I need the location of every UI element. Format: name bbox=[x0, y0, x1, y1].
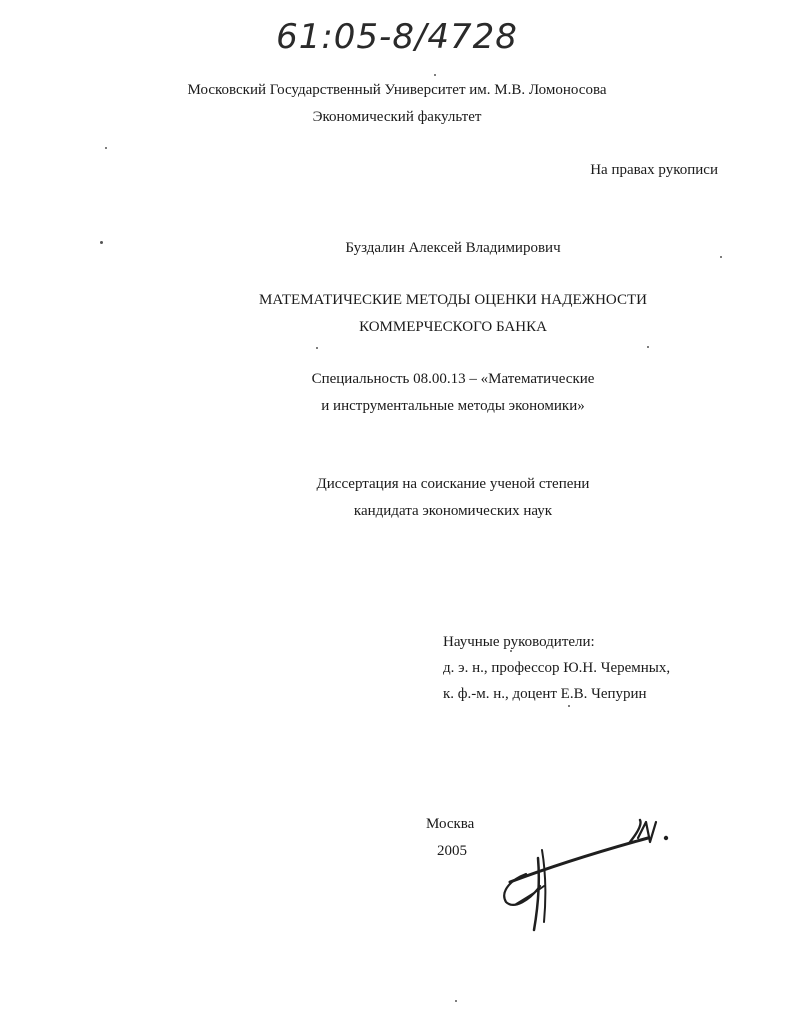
specialty-line-2: и инструментальные методы экономики» bbox=[321, 398, 585, 414]
manuscript-note: На правах рукописи bbox=[590, 162, 718, 178]
faculty-name: Экономический факультет bbox=[312, 109, 482, 125]
thesis-title-line-1: МАТЕМАТИЧЕСКИЕ МЕТОДЫ ОЦЕНКИ НАДЕЖНОСТИ bbox=[259, 292, 647, 308]
degree-line-1: Диссертация на соискание ученой степени bbox=[316, 476, 590, 492]
author-name: Буздалин Алексей Владимирович bbox=[345, 240, 561, 256]
specialty-line-1: Специальность 08.00.13 – «Математические bbox=[311, 371, 595, 387]
thesis-title-line-2: КОММЕРЧЕСКОГО БАНКА bbox=[359, 319, 547, 335]
scan-speck bbox=[510, 650, 512, 652]
supervisor-item: д. э. н., профессор Ю.Н. Черемных, bbox=[443, 660, 671, 676]
scan-speck bbox=[316, 347, 318, 349]
scan-speck bbox=[434, 74, 436, 76]
catalog-number-handwritten bbox=[0, 8, 794, 69]
scan-speck bbox=[720, 256, 722, 258]
scan-speck bbox=[105, 147, 107, 149]
scan-speck bbox=[100, 241, 103, 244]
handwritten-signature bbox=[480, 812, 680, 942]
year: 2005 bbox=[437, 843, 467, 859]
city: Москва bbox=[426, 816, 475, 832]
scan-speck bbox=[568, 705, 570, 707]
catalog-number-text: 61:05-8/4728 bbox=[276, 17, 518, 57]
degree-line-2: кандидата экономических наук bbox=[353, 503, 553, 519]
scan-speck bbox=[455, 1000, 457, 1002]
supervisor-item: к. ф.-м. н., доцент Е.В. Чепурин bbox=[443, 686, 647, 702]
university-name: Московский Государственный Университет им. М.В. Ломоносова bbox=[187, 82, 607, 98]
scan-speck bbox=[647, 346, 649, 348]
supervisors-heading: Научные руководители: bbox=[443, 634, 595, 650]
